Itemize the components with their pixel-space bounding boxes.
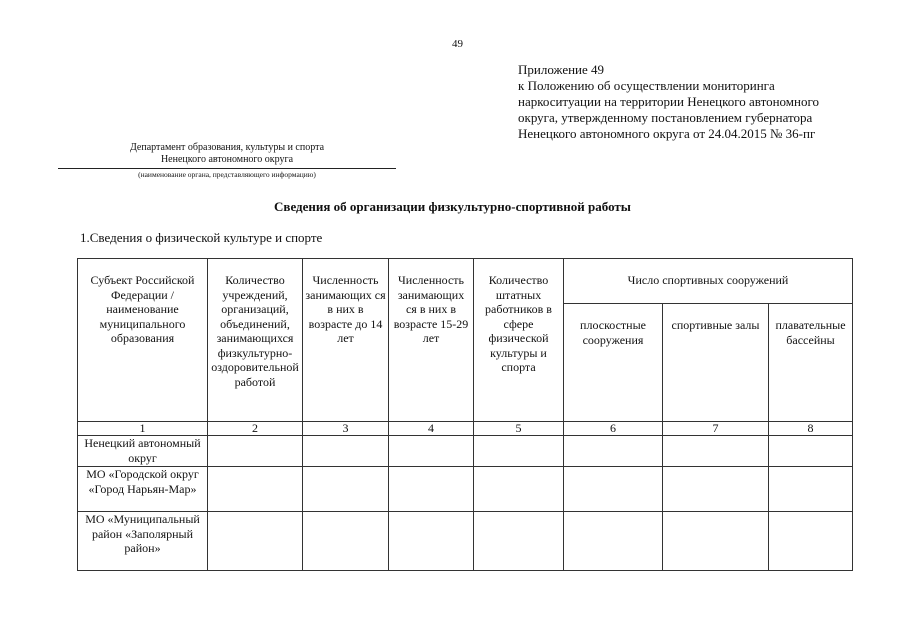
table-cell[interactable] <box>208 467 303 512</box>
header-participants-under-14: Численность занимающих ся в них в возрасте до 14 лет <box>303 259 389 422</box>
table-cell[interactable] <box>769 512 853 571</box>
organization-name-line2: Ненецкого автономного округа <box>160 154 294 165</box>
table-cell[interactable] <box>564 512 663 571</box>
table-cell[interactable] <box>208 512 303 571</box>
column-number-row <box>78 422 853 436</box>
table-cell[interactable] <box>208 436 303 467</box>
appendix-line: Ненецкого автономного округа от 24.04.2015 № 36-пг <box>518 126 816 141</box>
table-cell[interactable] <box>663 512 769 571</box>
table-cell[interactable] <box>769 436 853 467</box>
appendix-line: округа, утвержденному постановлением губернатора <box>518 110 813 125</box>
organization-caption: (наименование органа, представляющего информацию) <box>138 170 316 179</box>
table-cell[interactable] <box>564 436 663 467</box>
header-swimming-pools: плавательные бассейны <box>769 304 853 422</box>
column-number: 7 <box>663 422 769 436</box>
header-participants-15-29: Численность занимающих ся в них в возрасте 15-29 лет <box>389 259 474 422</box>
table-cell[interactable] <box>389 512 474 571</box>
column-number: 3 <box>303 422 389 436</box>
header-sports-halls: спортивные залы <box>663 304 769 422</box>
table-cell[interactable] <box>389 436 474 467</box>
header-institutions-count: Количество учреждений, организаций, объединений, занимающихся физкультурно-оздоровительной работой <box>208 259 303 422</box>
column-number: 6 <box>564 422 663 436</box>
row-label: МО «Муниципальный район «Заполярный район» <box>78 512 208 571</box>
table-row <box>78 512 853 571</box>
sports-facilities-table <box>77 258 853 571</box>
appendix-line: Приложение 49 <box>518 62 605 77</box>
table-cell[interactable] <box>474 512 564 571</box>
header-flat-facilities: плоскостные сооружения <box>564 304 663 422</box>
organization-name-line1: Департамент образования, культуры и спорта <box>129 142 325 153</box>
table-cell[interactable] <box>564 467 663 512</box>
table-cell[interactable] <box>663 436 769 467</box>
column-number: 2 <box>208 422 303 436</box>
section-heading: 1.Сведения о физической культуре и спорте <box>80 230 323 245</box>
table-cell[interactable] <box>303 467 389 512</box>
underline-divider <box>58 168 396 169</box>
appendix-note <box>518 62 819 142</box>
header-subject: Субъект Российской Федерации /наименование муниципального образования <box>78 259 208 422</box>
table-cell[interactable] <box>474 467 564 512</box>
row-label: МО «Городской округ «Город Нарьян-Мар» <box>78 467 208 512</box>
appendix-line: к Положению об осуществлении мониторинга <box>518 78 775 93</box>
reporting-organization <box>58 142 396 179</box>
column-number: 5 <box>474 422 564 436</box>
table-row <box>78 467 853 512</box>
header-sports-facilities-group: Число спортивных сооружений <box>564 259 853 304</box>
column-number: 1 <box>78 422 208 436</box>
header-row-top <box>78 259 853 304</box>
table-cell[interactable] <box>769 467 853 512</box>
appendix-line: наркоситуации на территории Ненецкого автономного <box>518 94 819 109</box>
column-number: 4 <box>389 422 474 436</box>
table-cell[interactable] <box>303 512 389 571</box>
table-row <box>78 436 853 467</box>
page-number: 49 <box>452 38 463 50</box>
table-cell[interactable] <box>303 436 389 467</box>
column-number: 8 <box>769 422 853 436</box>
document-title: Сведения об организации физкультурно-спортивной работы <box>274 199 631 214</box>
table-cell[interactable] <box>389 467 474 512</box>
header-staff-count: Количество штатных работников в сфере физической культуры и спорта <box>474 259 564 422</box>
table-cell[interactable] <box>663 467 769 512</box>
table-cell[interactable] <box>474 436 564 467</box>
row-label: Ненецкий автономный округ <box>78 436 208 467</box>
